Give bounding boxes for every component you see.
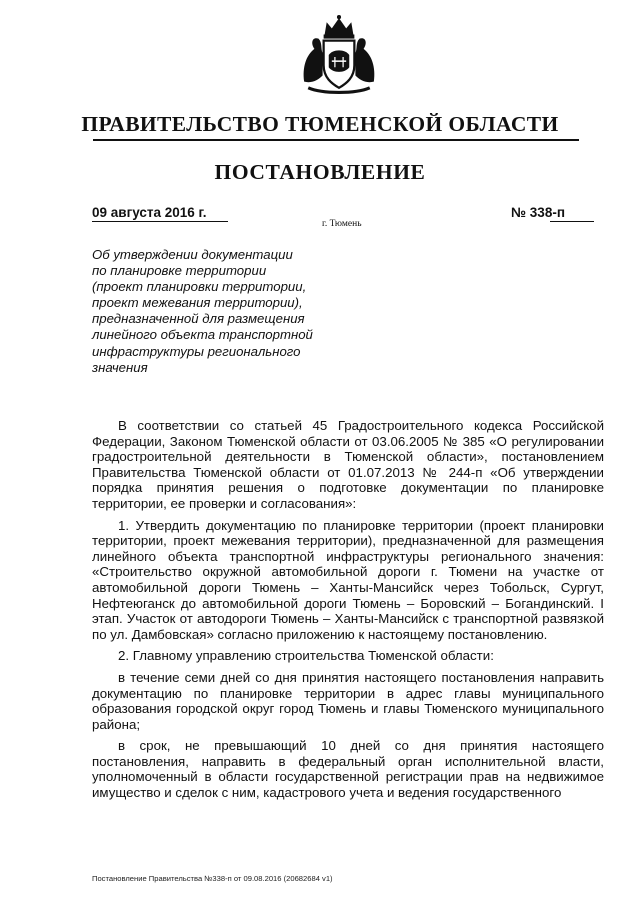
coat-of-arms-icon	[298, 14, 380, 96]
document-subject: Об утверждении документации по планировке территории (проект планировки территории, проект межевания территории), предназначенной для размещения линейного объекта транспортной инфраструктуры регионального значения	[92, 247, 313, 375]
title-underline	[93, 139, 579, 141]
document-number: № 338-п	[511, 205, 565, 220]
document-type-heading: ПОСТАНОВЛЕНИЕ	[214, 160, 426, 184]
number-underline	[550, 221, 594, 222]
item-1-paragraph: 1. Утвердить документацию по планировке территории (проект планировки территории, проект межевания территории), предназначенной для размещения линейного объекта транспортной инфраструктуры регионального значения: «Строительство окружной автомобильной дороги г. Тюмени на участке от автомобильной дороги Тюмень – Ханты-Мансийск через Тобольск, Сургут, Нефтеюганск до автомобильной дороги Тюмень – Боровский – Богандинский. I этап. Участок от автодороги Тюмень – Ханты-Мансийск с транспортной развязкой по ул. Дамбовская» согласно приложению к настоящему постановлению.	[92, 517, 604, 642]
preamble-paragraph: В соответствии со статьей 45 Градостроительного кодекса Российской Федерации, Законом Тюменской области от 03.06.2005 № 385 «О регулировании градостроительной деятельности в Тюменской области», постановлением Правительства Тюменской области от 01.07.2013 № 244-п «Об утверждении порядка принятия решения о подготовке документации по планировке территории, ее проверки и согласования»:	[92, 418, 604, 511]
document-body	[92, 418, 604, 801]
item-2-subparagraph-a: в течение семи дней со дня принятия настоящего постановления направить документацию по планировке территории в адрес главы муниципального образования городской округ город Тюмень и главы Тюменского муниципального района;	[92, 669, 604, 732]
item-2-subparagraph-b: в срок, не превышающий 10 дней со дня принятия настоящего постановления, направить в федеральный орган исполнительной власти, уполномоченный в области государственной регистрации прав на недвижимое имущество и сделок с ним, кадастрового учета и ведения государственного	[92, 738, 604, 801]
item-2-paragraph: 2. Главному управлению строительства Тюменской области:	[118, 648, 494, 664]
government-title: ПРАВИТЕЛЬСТВО ТЮМЕНСКОЙ ОБЛАСТИ	[81, 112, 559, 136]
page-footer: Постановление Правительства №338-п от 09.08.2016 (20682684 v1)	[92, 874, 333, 883]
date-underline	[92, 221, 228, 222]
document-date: 09 августа 2016 г.	[92, 205, 207, 220]
city-label: г. Тюмень	[322, 219, 362, 229]
